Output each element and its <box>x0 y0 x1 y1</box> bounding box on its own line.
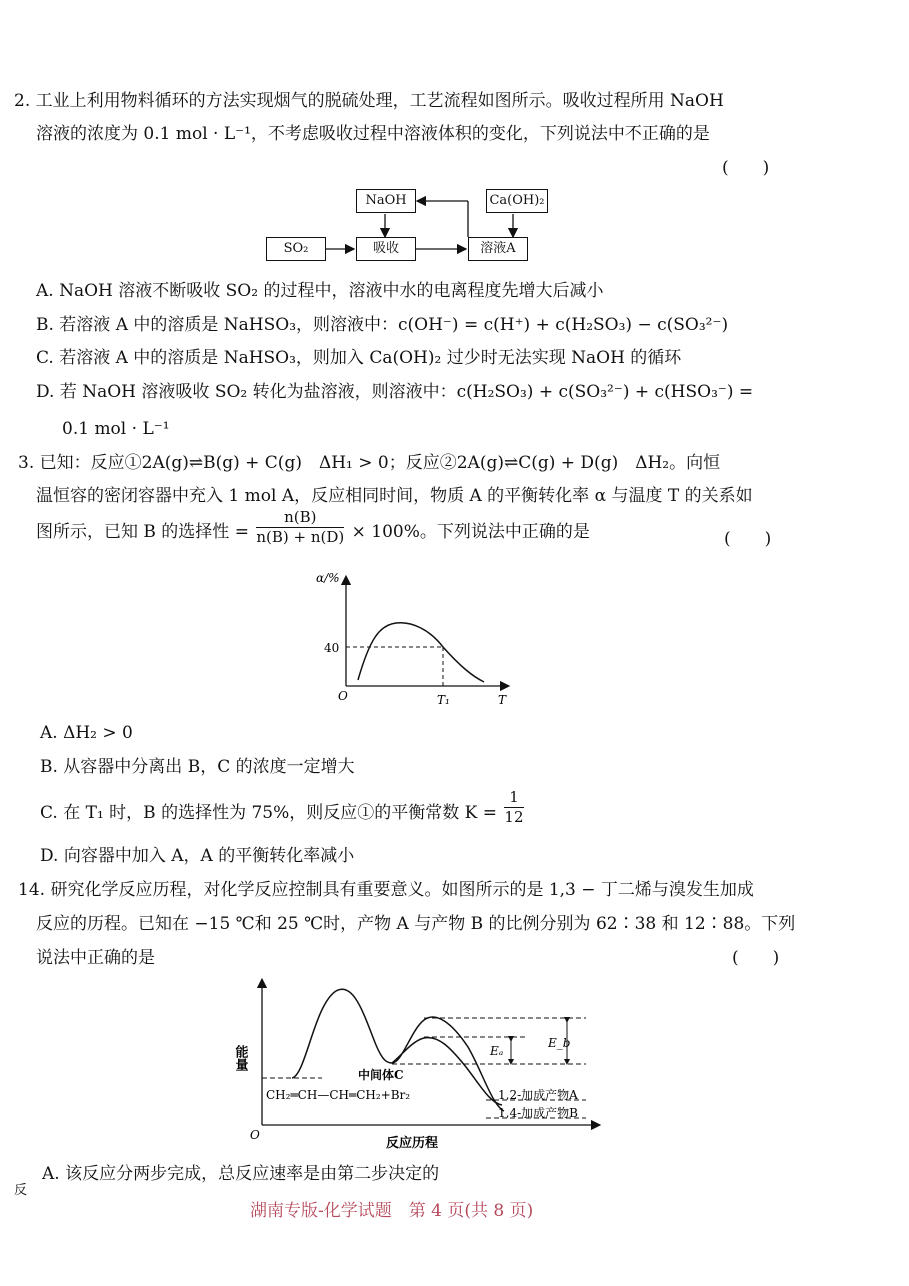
q14-option-a: A. 该反应分两步完成，总反应速率是由第二步决定的 <box>42 1164 440 1184</box>
caoh2-box: Ca(OH)₂ <box>486 189 548 213</box>
q13-answer-paren: ( ) <box>724 529 772 549</box>
k-fraction <box>504 788 523 827</box>
origin-label: O <box>338 689 348 703</box>
q14-stem-line3: 说法中正确的是 <box>36 948 155 968</box>
q13-graph <box>300 568 520 713</box>
q12-stem-line1: 2. 工业上利用物料循环的方法实现烟气的脱硫处理，工艺流程如图所示。吸收过程所用 NaOH <box>14 91 724 111</box>
q12-stem-line2: 溶液的浓度为 0.1 mol · L⁻¹，不考虑吸收过程中溶液体积的变化，下列说法中不正确的是 <box>36 124 710 144</box>
q14-energy-diagram <box>232 975 616 1155</box>
q13-stem-line2: 温恒容的密闭容器中充入 1 mol A，反应相同时间，物质 A 的平衡转化率 α 与温度 T 的关系如 <box>36 486 753 506</box>
energy-origin: O <box>250 1128 260 1142</box>
q12-flow-diagram <box>260 185 560 265</box>
q13-option-d: D. 向容器中加入 A，A 的平衡转化率减小 <box>40 846 355 866</box>
alpha-curve <box>358 623 484 682</box>
tick-40: 40 <box>324 641 340 655</box>
q14-stem-line1: 14. 研究化学反应历程，对化学反应控制具有重要意义。如图所示的是 1,3 − 丁二烯与溴发生加成 <box>18 880 754 900</box>
k-denominator: 12 <box>504 808 524 826</box>
tick-t1: T₁ <box>437 693 450 707</box>
reactant-label: CH₂═CH—CH═CH₂+Br₂ <box>266 1088 411 1102</box>
solution-a-box: 溶液A <box>468 237 528 261</box>
q14-answer-paren: ( ) <box>732 948 780 968</box>
product-b-label: 1,4-加成产物B <box>498 1106 578 1120</box>
progress-label: 反应历程 <box>386 1136 439 1151</box>
q13-graph-svg <box>300 568 520 713</box>
margin-mark: 反 <box>14 1183 28 1198</box>
product-a-label: 1,2-加成产物A <box>498 1088 578 1102</box>
q13-stem-line3-tail: × 100%。下列说法中正确的是 <box>351 522 590 542</box>
intermediate-label: 中间体C <box>358 1068 404 1082</box>
q12-option-d-line2: 0.1 mol · L⁻¹ <box>62 419 170 439</box>
q13-stem-line3-text: 图所示，已知 B 的选择性 = <box>36 522 249 542</box>
naoh-box: NaOH <box>356 189 416 213</box>
q13-option-c-text: C. 在 T₁ 时，B 的选择性为 75%，则反应①的平衡常数 K = <box>40 803 498 823</box>
q12-option-a: A. NaOH 溶液不断吸收 SO₂ 的过程中，溶液中水的电离程度先增大后减小 <box>36 281 604 301</box>
q13-option-c <box>40 788 524 827</box>
selectivity-denominator: n(B) + n(D) <box>256 528 345 546</box>
so2-box: SO₂ <box>266 237 326 261</box>
k-numerator: 1 <box>504 788 523 808</box>
q13-stem-line3 <box>36 508 590 547</box>
q14-energy-svg <box>232 975 616 1155</box>
q13-option-b: B. 从容器中分离出 B，C 的浓度一定增大 <box>40 757 355 777</box>
absorb-box: 吸收 <box>356 237 416 261</box>
q14-stem-line2: 反应的历程。已知在 −15 ℃和 25 ℃时，产物 A 与产物 B 的比例分别为 62∶38 和 12∶88。下列 <box>36 914 796 934</box>
q13-stem-line1: 3. 已知：反应①2A(g)⇌B(g) + C(g) ΔH₁ > 0；反应②2A(g)⇌C(g) + D(g) ΔH₂。向恒 <box>18 453 721 473</box>
selectivity-numerator: n(B) <box>256 508 344 528</box>
y-axis-label: α/% <box>316 571 340 585</box>
q13-option-a: A. ΔH₂ > 0 <box>40 723 133 743</box>
page-footer: 湖南专版-化学试题 第 4 页(共 8 页) <box>250 1201 534 1221</box>
q12-option-c: C. 若溶液 A 中的溶质是 NaHSO₃，则加入 Ca(OH)₂ 过少时无法实现 NaOH 的循环 <box>36 348 682 368</box>
energy-label: 能量 <box>232 1045 248 1071</box>
q12-option-d-line1: D. 若 NaOH 溶液吸收 SO₂ 转化为盐溶液，则溶液中：c(H₂SO₃) + c(SO₃²⁻) + c(HSO₃⁻) = <box>36 382 754 402</box>
eb-label: E_b <box>548 1036 571 1050</box>
ea-label: Eₐ <box>490 1044 504 1058</box>
q12-answer-paren: ( ) <box>722 158 770 178</box>
x-axis-label: T <box>498 693 507 707</box>
q12-option-b: B. 若溶液 A 中的溶质是 NaHSO₃，则溶液中：c(OH⁻) = c(H⁺) + c(H₂SO₃) − c(SO₃²⁻) <box>36 315 729 335</box>
selectivity-fraction <box>256 508 344 547</box>
